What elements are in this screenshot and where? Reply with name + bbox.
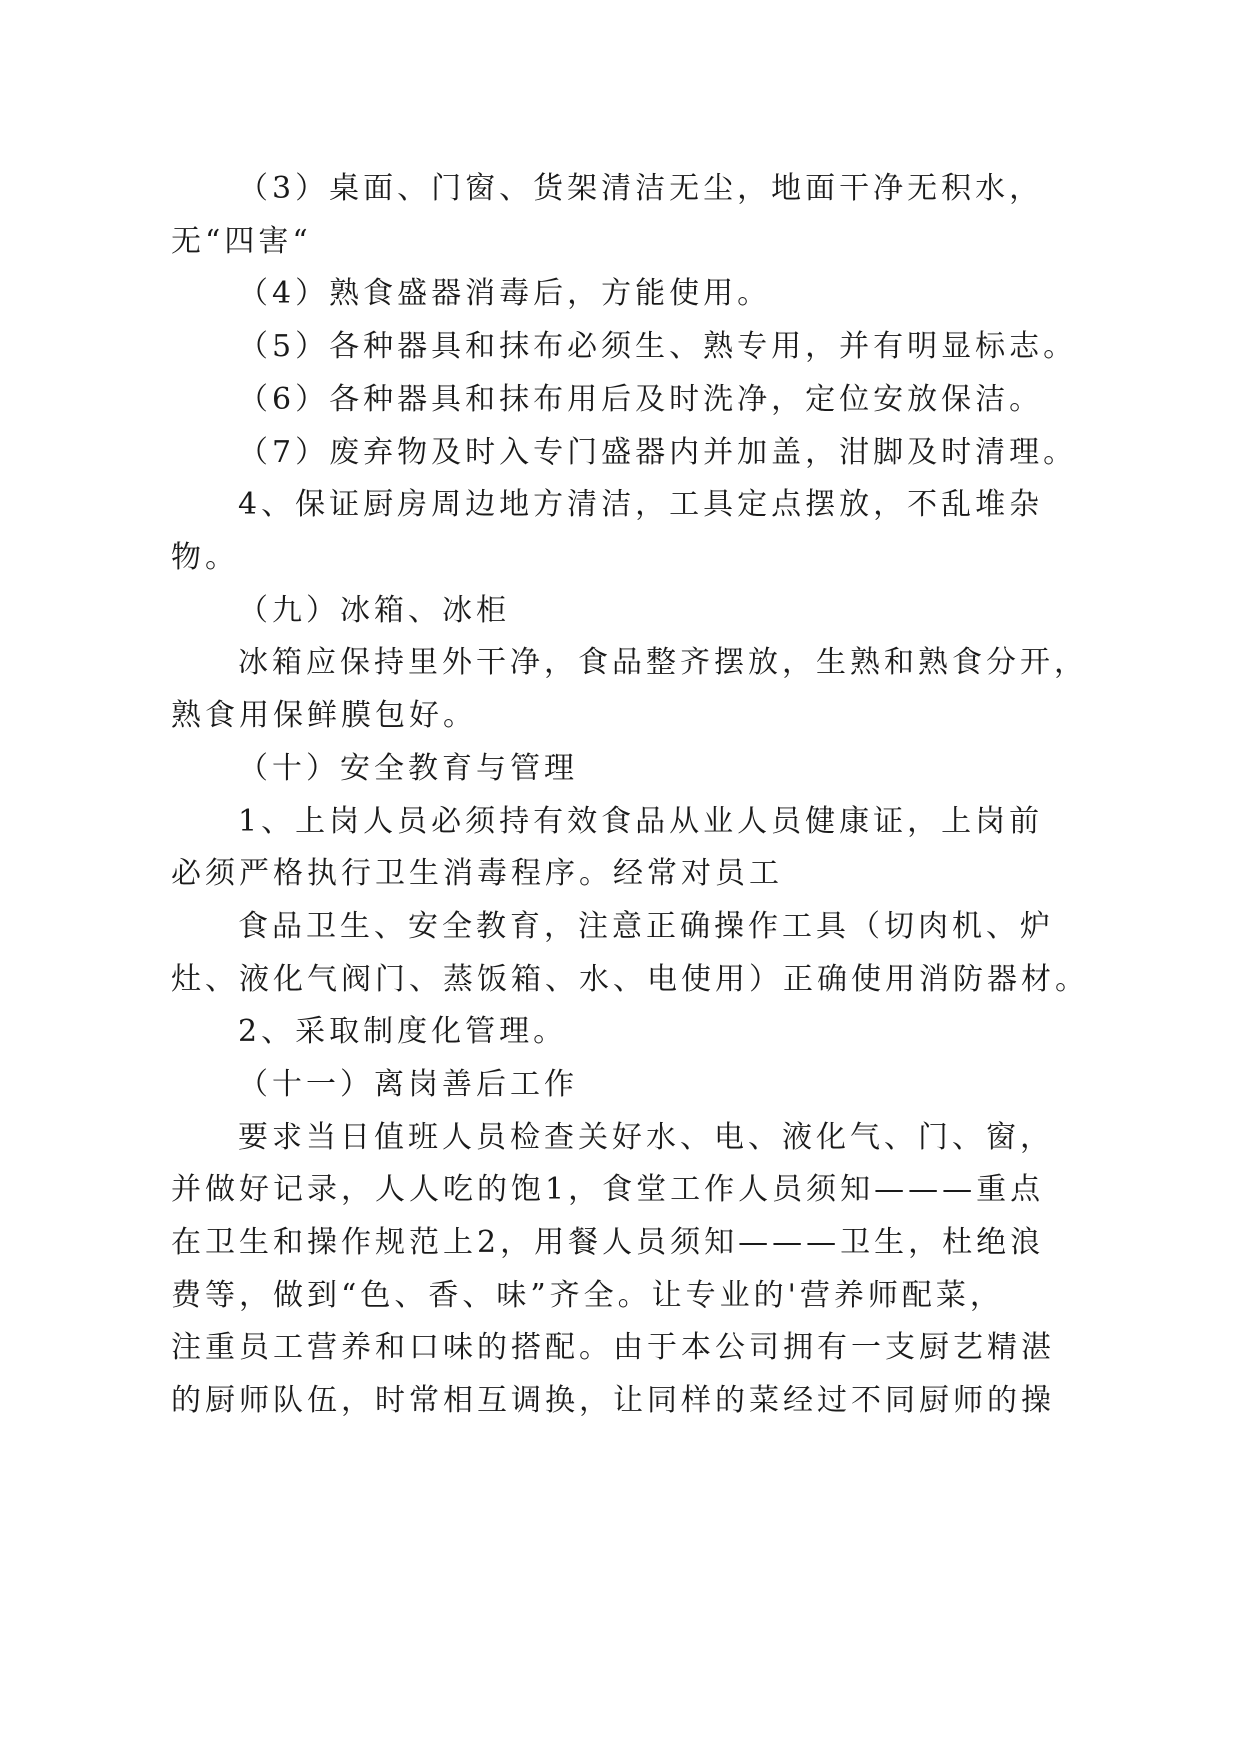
text-line: （5）各种器具和抹布必须生、熟专用，并有明显标志。 <box>238 329 1078 364</box>
text-line: （6）各种器具和抹布用后及时洗净，定位安放保洁。 <box>238 382 1044 417</box>
text-line: 注重员工营养和口味的搭配。由于本公司拥有一支厨艺精湛 <box>171 1330 1055 1365</box>
section-heading: （十）安全教育与管理 <box>238 751 578 786</box>
text-line: 并做好记录，人人吃的饱1，食堂工作人员须知———重点 <box>171 1172 1045 1207</box>
section-heading: （九）冰箱、冰柜 <box>238 593 510 628</box>
section-heading: （十一）离岗善后工作 <box>238 1067 578 1102</box>
text-line: 4、保证厨房周边地方清洁，工具定点摆放，不乱堆杂 <box>238 487 1044 522</box>
text-line: （3）桌面、门窗、货架清洁无尘，地面干净无积水， <box>238 171 1044 206</box>
text-line: 冰箱应保持里外干净，食品整齐摆放，生熟和熟食分开， <box>238 645 1088 680</box>
text-line: 必须严格执行卫生消毒程序。经常对员工 <box>171 856 783 891</box>
text-line: 1、上岗人员必须持有效食品从业人员健康证，上岗前 <box>238 804 1044 839</box>
text-line: 要求当日值班人员检查关好水、电、液化气、门、窗， <box>238 1120 1054 1155</box>
text-line: 的厨师队伍，时常相互调换，让同样的菜经过不同厨师的操 <box>171 1383 1055 1418</box>
text-line: 熟食用保鲜膜包好。 <box>171 698 477 733</box>
text-line: （4）熟食盛器消毒后，方能使用。 <box>238 276 772 311</box>
text-line: 费等，做到“色、香、味”齐全。让专业的'营养师配菜， <box>171 1278 1004 1313</box>
text-line: 在卫生和操作规范上2，用餐人员须知———卫生，杜绝浪 <box>171 1225 1045 1260</box>
text-line: 食品卫生、安全教育，注意正确操作工具（切肉机、炉 <box>238 909 1054 944</box>
text-line: 物。 <box>171 540 239 575</box>
text-line: （7）废弃物及时入专门盛器内并加盖，泔脚及时清理。 <box>238 435 1078 470</box>
text-line: 无“四害“ <box>171 224 312 259</box>
text-line: 2、采取制度化管理。 <box>238 1014 568 1049</box>
text-line: 灶、液化气阀门、蒸饭箱、水、电使用）正确使用消防器材。 <box>171 962 1089 997</box>
